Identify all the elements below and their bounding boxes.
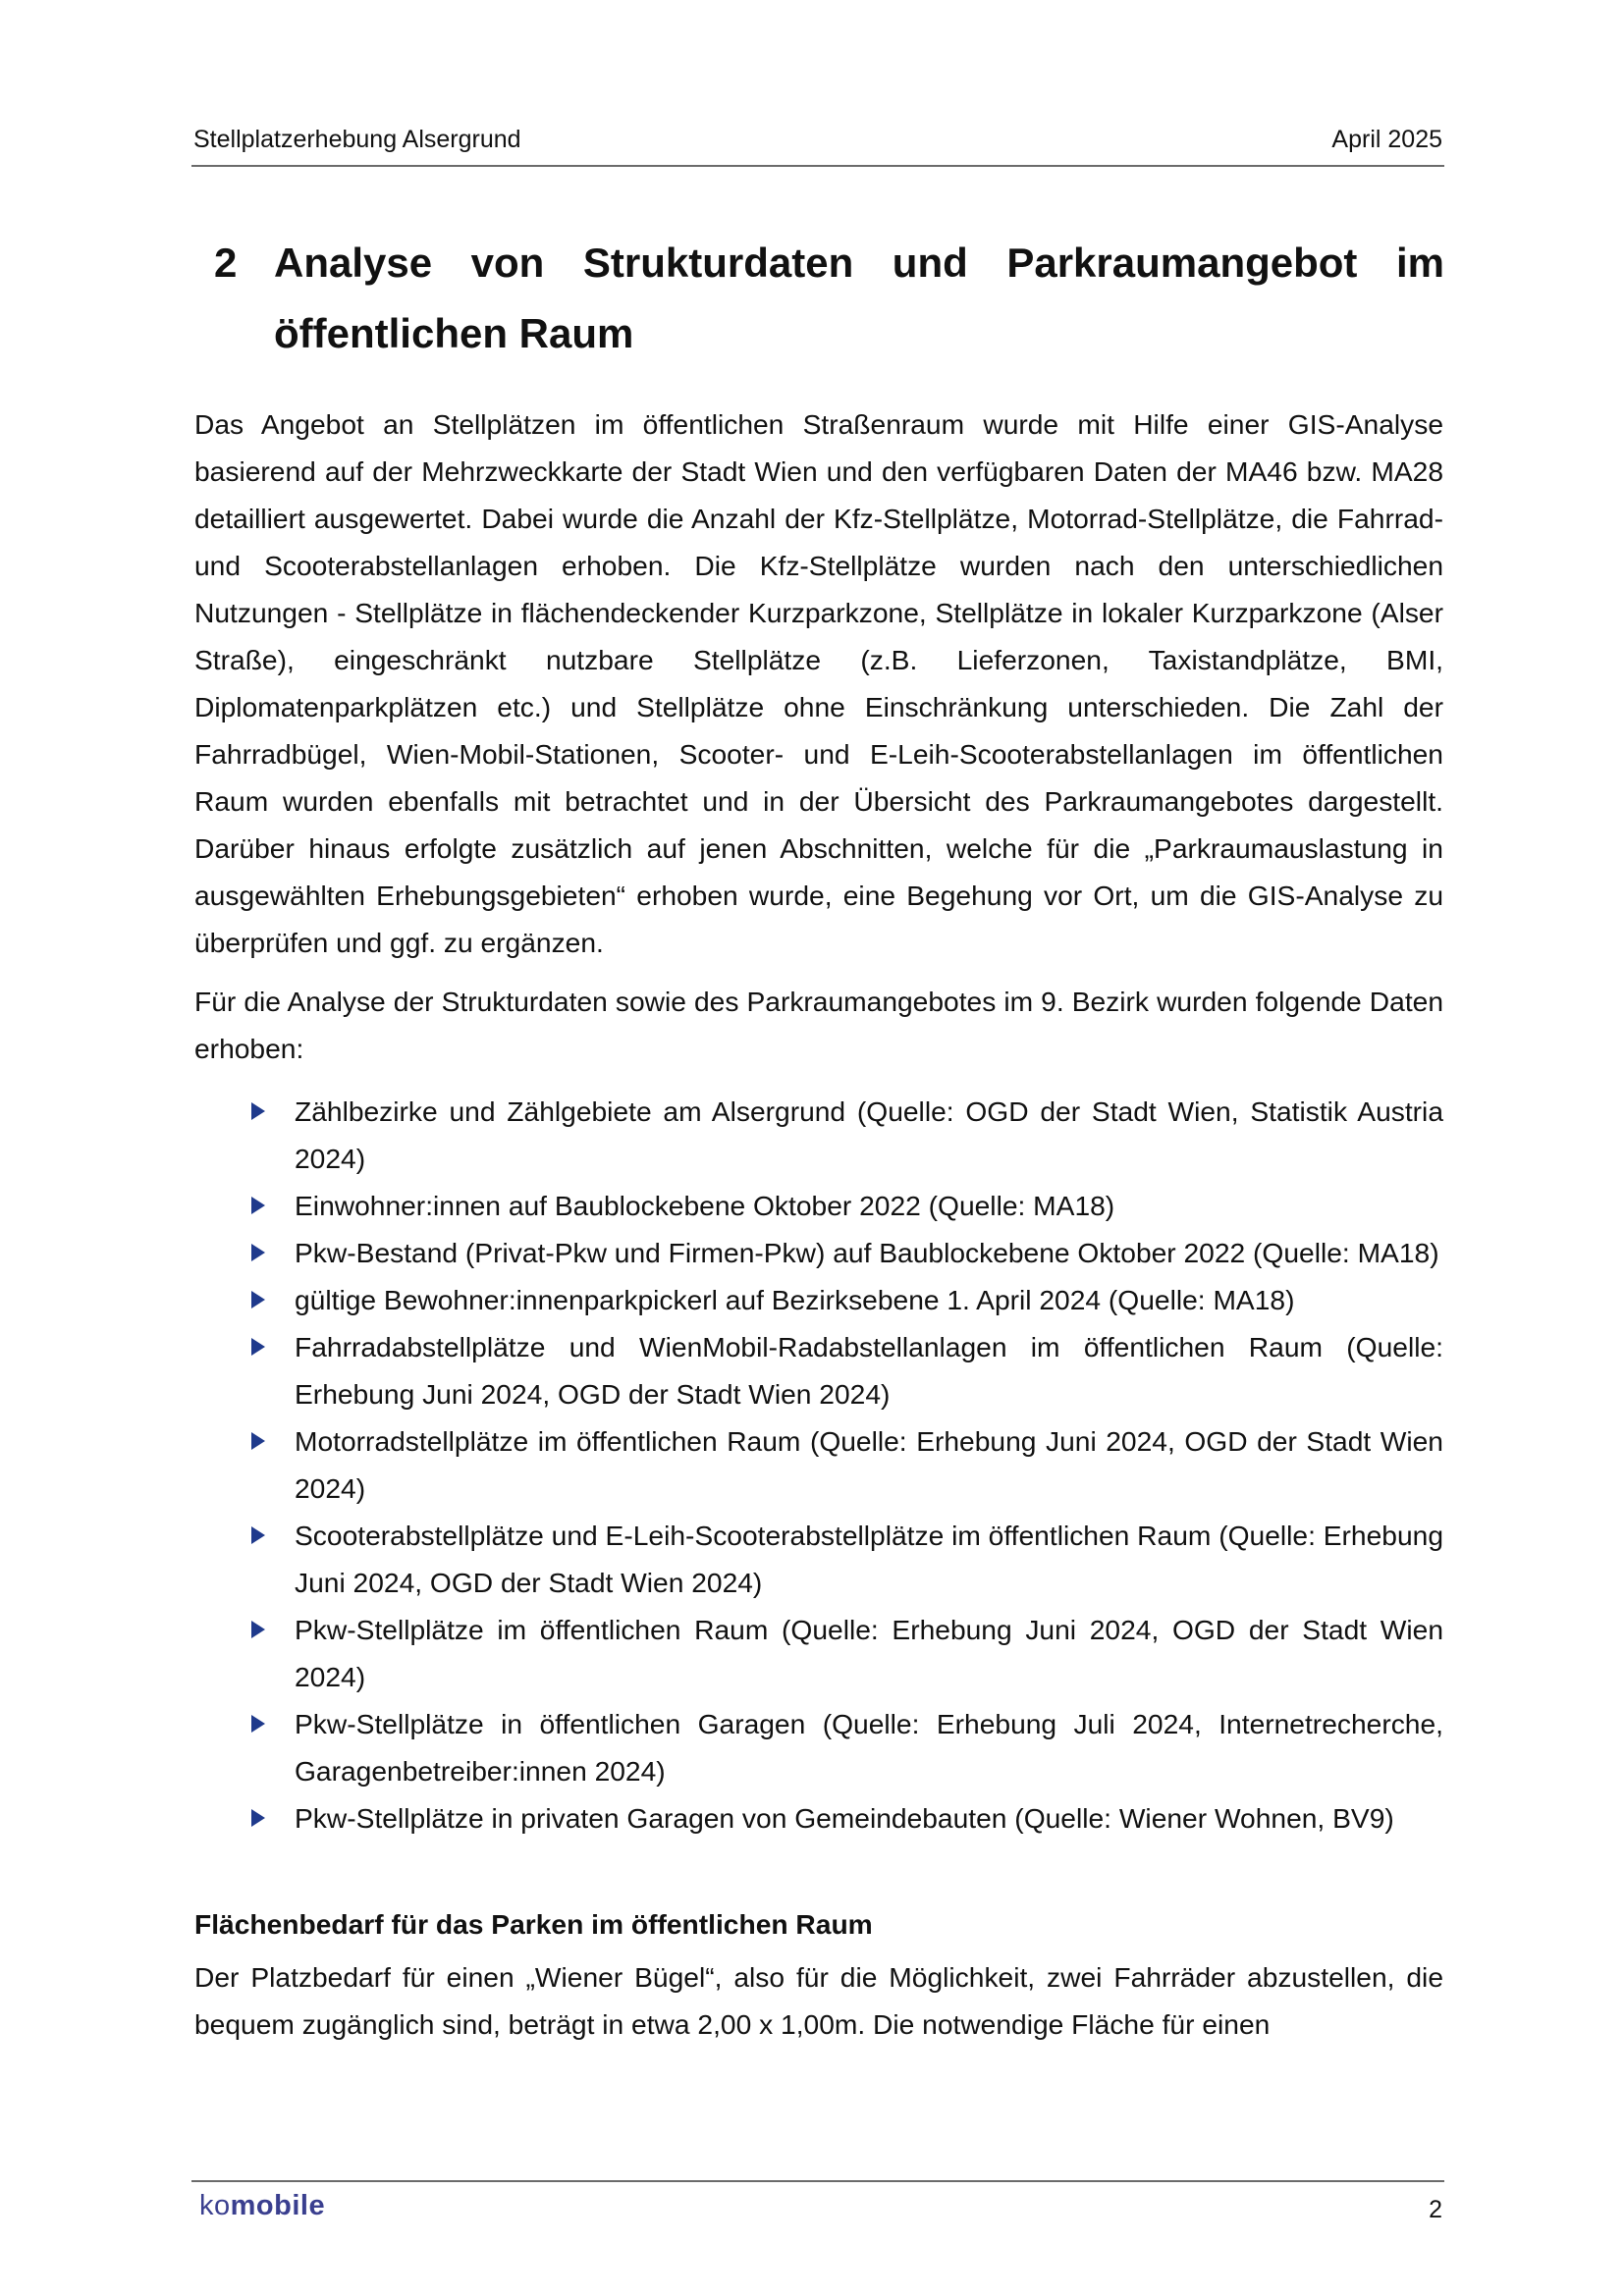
chapter-title: Analyse von Strukturdaten und Parkraumangebot im öffentlichen Raum [274, 240, 1444, 356]
page-number: 2 [1429, 2196, 1442, 2223]
main-content [194, 400, 1443, 2048]
list-item: Pkw-Stellplätze in privaten Garagen von Gemeindebauten (Quelle: Wiener Wohnen, BV9) [194, 1794, 1443, 1842]
data-sources-list [194, 1088, 1443, 1842]
subsection-heading: Flächenbedarf für das Parken im öffentlichen Raum [194, 1908, 873, 1940]
chapter-number: 2 [214, 240, 238, 286]
triangle-bullet-icon [251, 1197, 265, 1214]
triangle-bullet-icon [251, 1291, 265, 1308]
paragraph-intro: Das Angebot an Stellplätzen im öffentlichen Straßenraum wurde mit Hilfe einer GIS-Analyse basierend auf der Mehrzweckkarte der Stadt Wien und den verfügbaren Daten der MA46 bzw. MA28 detailliert ausgewertet. Dabei wurde die Anzahl der Kfz-Stellplätze, Motorrad-Stellplätze, die Fahrrad- und Scooterabstellanlagen erhoben. Die Kfz-Stellplätze wurden nach den unterschiedlichen Nutzungen - Stellplätze in flächendeckender Kurzparkzone, Stellplätze in lokaler Kurzparkzone (Alser Straße), eingeschränkt nutzbare Stellplätze (z.B. Lieferzonen, Taxistandplätze, BMI, Diplomatenparkplätzen etc.) und Stellplätze ohne Einschränkung unterschieden. Die Zahl der Fahrradbügel, Wien-Mobil-Stationen, Scooter- und E-Leih-Scooterabstellanlagen im öffentlichen Raum wurden ebenfalls mit betrachtet und in der Übersicht des Parkraumangebotes dargestellt. Darüber hinaus erfolgte zusätzlich auf jenen Abschnitten, welche für die „Parkraumauslastung in ausgewählten Erhebungsgebieten“ erhoben wurde, eine Begehung vor Ort, um die GIS-Analyse zu überprüfen und ggf. zu ergänzen. [194, 408, 1443, 958]
triangle-bullet-icon [251, 1809, 265, 1827]
list-item: Scooterabstellplätze und E-Leih-Scooterabstellplätze im öffentlichen Raum (Quelle: Erhebung Juni 2024, OGD der Stadt Wien 2024) [194, 1512, 1443, 1606]
list-item: Pkw-Stellplätze in öffentlichen Garagen (Quelle: Erhebung Juli 2024, Internetrecherche, Garagenbetreiber:innen 2024) [194, 1700, 1443, 1794]
triangle-bullet-icon [251, 1338, 265, 1356]
page-header [191, 122, 1444, 167]
list-item: Motorradstellplätze im öffentlichen Raum (Quelle: Erhebung Juni 2024, OGD der Stadt Wien 2024) [194, 1417, 1443, 1512]
list-item: Zählbezirke und Zählgebiete am Alsergrund (Quelle: OGD der Stadt Wien, Statistik Austria 2024) [194, 1088, 1443, 1182]
paragraph-data-sources-lead: Für die Analyse der Strukturdaten sowie des Parkraumangebotes im 9. Bezirk wurden folgende Daten erhoben: [194, 986, 1443, 1064]
triangle-bullet-icon [251, 1715, 265, 1733]
triangle-bullet-icon [251, 1621, 265, 1638]
header-document-title: Stellplatzerhebung Alsergrund [193, 126, 521, 153]
list-item: gültige Bewohner:innenparkpickerl auf Bezirksebene 1. April 2024 (Quelle: MA18) [194, 1276, 1443, 1323]
triangle-bullet-icon [251, 1432, 265, 1450]
paragraph-space-requirement: Der Platzbedarf für einen „Wiener Bügel“, also für die Möglichkeit, zwei Fahrräder abzustellen, die bequem zugänglich sind, beträgt in etwa 2,00 x 1,00m. Die notwendige Fläche für einen [194, 1961, 1443, 2040]
triangle-bullet-icon [251, 1526, 265, 1544]
list-item: Pkw-Bestand (Privat-Pkw und Firmen-Pkw) auf Baublockebene Oktober 2022 (Quelle: MA18) [194, 1229, 1443, 1276]
list-item: Fahrradabstellplätze und WienMobil-Radabstellanlagen im öffentlichen Raum (Quelle: Erhebung Juni 2024, OGD der Stadt Wien 2024) [194, 1323, 1443, 1417]
header-date: April 2025 [1331, 126, 1442, 153]
logo-prefix: ko [199, 2190, 231, 2221]
page-footer [191, 2180, 1444, 2241]
logo-main: mobile [230, 2190, 326, 2221]
komobile-logo [199, 2190, 325, 2222]
list-item: Einwohner:innen auf Baublockebene Oktober 2022 (Quelle: MA18) [194, 1182, 1443, 1229]
triangle-bullet-icon [251, 1102, 265, 1120]
list-item: Pkw-Stellplätze im öffentlichen Raum (Quelle: Erhebung Juni 2024, OGD der Stadt Wien 2024) [194, 1606, 1443, 1700]
triangle-bullet-icon [251, 1244, 265, 1261]
chapter-heading [191, 228, 1444, 369]
